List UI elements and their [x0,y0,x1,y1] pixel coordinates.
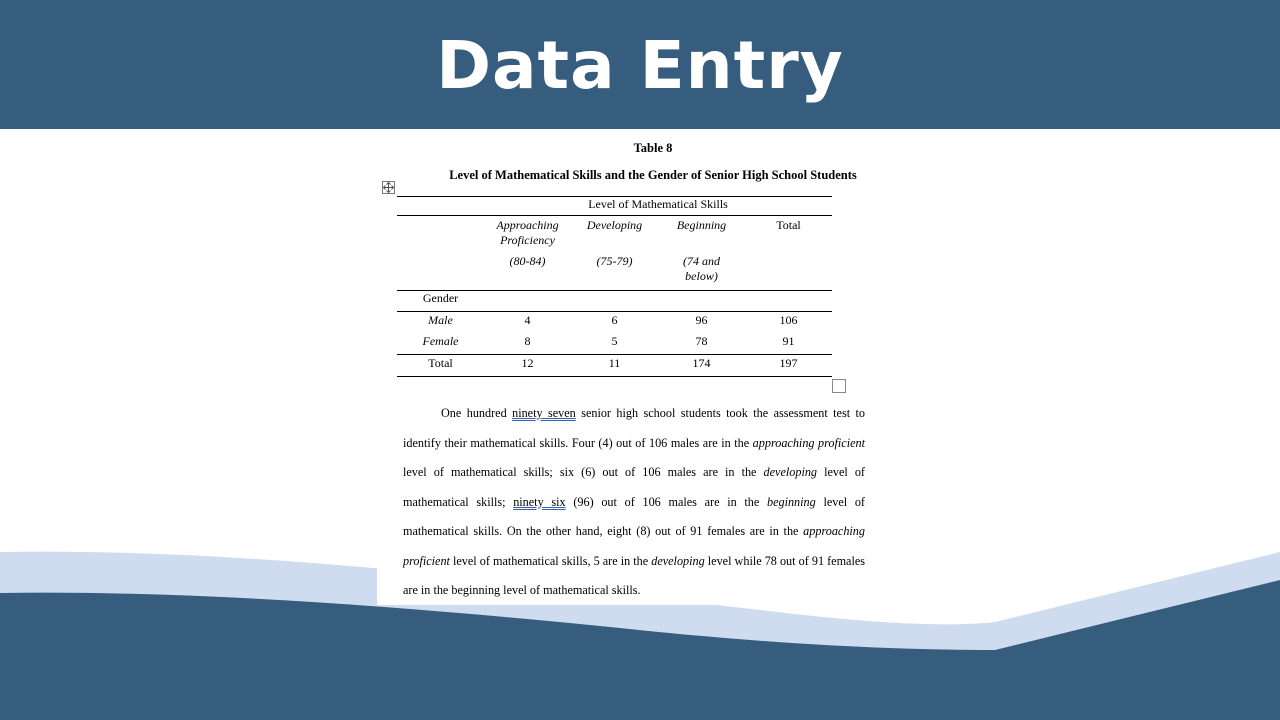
table-cell: 4 [524,313,531,327]
table-cell: 106 [779,313,798,327]
table-cell: 5 [571,331,658,355]
body-paragraph: One hundred ninety seven senior high school students took the assessment test to identify their mathematical skills. Four (4) out of 106 males are in the approaching proficient level of mathematical skills; six (6) out of 106 males are in the developing level of mathematical skills; ninety six (96) out of 106 males are in the beginning level of mathematical skills. On the other hand, eight (8) out of 91 females are in the approaching proficient level of mathematical skills, 5 are in the developing level while 78 out of 91 females are in the beginning level of mathematical skills. [403,406,866,597]
range-developing: (75-79) [571,248,658,291]
table-row [397,312,832,332]
slide-title: Data Entry [436,27,844,104]
row-group-label: Gender [397,291,484,312]
table-resize-handle[interactable] [832,379,846,393]
column-header-row [397,216,832,249]
table-cell: 78 [658,331,745,355]
range-beginning: (74 and below) [658,248,745,291]
table-row [397,331,832,355]
table-cell: 174 [658,355,745,377]
table-cell: 197 [745,355,832,377]
table-caption: Level of Mathematical Skills and the Gender of Senior High School Students [449,168,857,182]
group-header-row [397,197,832,216]
total-row [397,355,832,377]
range-approaching: (80-84) [484,248,571,291]
col-header-total: Total [776,218,801,232]
range-row [397,248,832,291]
col-header-beginning: Beginning [676,218,727,232]
skills-table [397,196,832,377]
table-cell: 6 [611,313,618,327]
table-cell: 8 [484,331,571,355]
table-cell: 96 [695,313,708,327]
row-label-female: Female [397,331,484,355]
gender-label-row [397,291,832,312]
col-header-developing: Developing [586,218,643,232]
table-move-handle[interactable] [382,181,395,194]
table-cell: 11 [571,355,658,377]
row-label-total: Total [397,355,484,377]
col-header-approaching: Approaching Proficiency [496,218,559,247]
group-header: Level of Mathematical Skills [484,197,832,216]
spelling-flag[interactable]: ninety seven [512,406,576,420]
table-cell: 91 [745,331,832,355]
spelling-flag[interactable]: ninety six [513,494,566,509]
title-banner [0,0,1280,129]
table-number: Table 8 [633,141,673,155]
table-cell: 12 [484,355,571,377]
row-label-male: Male [428,313,453,327]
move-icon [383,182,394,193]
